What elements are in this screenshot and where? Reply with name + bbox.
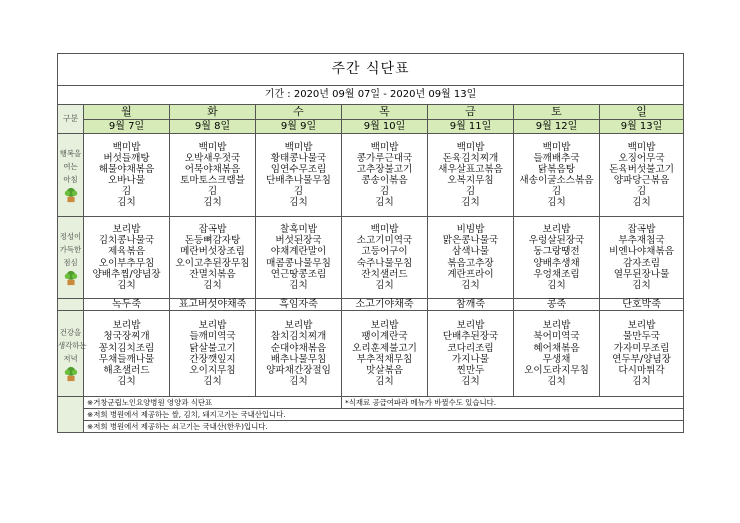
menu-item: 오박새우젓국 bbox=[184, 152, 241, 164]
menu-item: 김치 bbox=[632, 279, 651, 291]
menu-item: 간장깻잎지 bbox=[189, 353, 236, 365]
date-header: 9월 8일 bbox=[170, 120, 256, 134]
menu-item: 감자조림 bbox=[623, 257, 661, 269]
day-header: 목 bbox=[342, 105, 428, 120]
menu-item: 김치 bbox=[117, 375, 136, 387]
day-header: 화 bbox=[170, 105, 256, 120]
notes-margin bbox=[58, 397, 84, 433]
menu-item: 오이고추된장무침 bbox=[175, 257, 250, 269]
menu-item: 김치 bbox=[632, 197, 651, 209]
day-header: 월 bbox=[84, 105, 170, 120]
gubun-label: 구분 bbox=[58, 105, 84, 134]
menu-item: 김 bbox=[465, 186, 476, 198]
menu-item: 오리훈제불고기 bbox=[352, 342, 417, 354]
dinner-menu-cell bbox=[84, 311, 170, 397]
menu-item: 비빔밥 bbox=[456, 224, 485, 236]
date-header: 9월 10일 bbox=[342, 120, 428, 134]
menu-item: 야채계란말이 bbox=[270, 246, 327, 258]
menu-item: 고추장불고기 bbox=[356, 163, 413, 175]
note-origin-beef: ※저희 병원에서 제공하는 쇠고기는 국내산(한우)입니다. bbox=[84, 421, 684, 433]
menu-item: 황태콩나물국 bbox=[270, 152, 327, 164]
menu-item: 물만두국 bbox=[623, 331, 661, 343]
potted-plant-icon bbox=[62, 270, 80, 286]
menu-item: 볶음고추장 bbox=[447, 257, 494, 269]
menu-item: 오이지무침 bbox=[189, 364, 236, 376]
menu-item: 김 bbox=[293, 186, 304, 198]
menu-item: 김 bbox=[636, 186, 647, 198]
menu-item: 보리밥 bbox=[112, 224, 141, 236]
porridge-margin bbox=[58, 299, 84, 311]
menu-item: 동그랑땡전 bbox=[533, 246, 580, 258]
dinner-menu-cell bbox=[256, 311, 342, 397]
menu-item: 코다리조림 bbox=[447, 342, 494, 354]
menu-item: 잔치샐러드 bbox=[361, 268, 408, 280]
potted-plant-icon bbox=[62, 366, 80, 382]
porridge-cell: 표고버섯야채죽 bbox=[170, 299, 256, 311]
menu-item: 양배추생채 bbox=[533, 257, 580, 269]
menu-item: 새우살표고볶음 bbox=[438, 163, 503, 175]
menu-item: 무생채 bbox=[542, 353, 571, 365]
menu-item: 다시마튀각 bbox=[618, 364, 665, 376]
menu-item: 김 bbox=[121, 186, 132, 198]
porridge-cell: 콩죽 bbox=[514, 299, 600, 311]
dinner-menu-cell bbox=[600, 311, 684, 397]
menu-item: 부추재첩국 bbox=[618, 235, 665, 247]
menu-item: 제육볶음 bbox=[107, 246, 146, 258]
menu-item: 닭볶음탕 bbox=[537, 163, 576, 175]
menu-item: 돈육버섯불고기 bbox=[609, 163, 674, 175]
menu-item: 보리밥 bbox=[284, 320, 313, 332]
menu-item: 김 bbox=[551, 186, 562, 198]
menu-item: 어묵야채볶음 bbox=[184, 163, 241, 175]
menu-item: 보리밥 bbox=[542, 224, 571, 236]
menu-item: 배추나물무침 bbox=[270, 353, 327, 365]
menu-item: 김치 bbox=[547, 375, 566, 387]
menu-item: 콩송이볶음 bbox=[361, 175, 408, 186]
meal-label-line: 여는 bbox=[63, 162, 78, 171]
menu-item: 김치 bbox=[547, 197, 566, 209]
porridge-cell: 녹두죽 bbox=[84, 299, 170, 311]
menu-item: 보리밥 bbox=[112, 320, 141, 332]
page-title: 주간 식단표 bbox=[58, 54, 684, 86]
breakfast-menu-cell bbox=[256, 134, 342, 217]
menu-item: 잡곡밥 bbox=[198, 224, 227, 236]
menu-item: 양파채간장절임 bbox=[266, 364, 331, 376]
menu-item: 보리밥 bbox=[198, 320, 227, 332]
menu-item: 김치 bbox=[117, 197, 136, 209]
menu-item: 돈등뼈감자탕 bbox=[184, 235, 241, 247]
porridge-cell: 소고기야채죽 bbox=[342, 299, 428, 311]
menu-item: 삼색나물 bbox=[451, 246, 490, 258]
dinner-menu-cell bbox=[170, 311, 256, 397]
date-header: 9월 7일 bbox=[84, 120, 170, 134]
lunch-menu-cell bbox=[342, 217, 428, 299]
meal-label-line: 가득한 bbox=[59, 244, 82, 254]
menu-item: 김치 bbox=[547, 279, 566, 291]
menu-item: 김치 bbox=[461, 197, 480, 209]
note-origin-rice: ※저희 병원에서 제공하는 쌀, 김치, 돼지고기는 국내산입니다. bbox=[84, 409, 684, 421]
menu-item: 버섯된장국 bbox=[275, 235, 322, 247]
meal-label-line: 행복을 bbox=[59, 149, 82, 158]
menu-item: 보리밥 bbox=[456, 320, 485, 332]
menu-item: 김치 bbox=[117, 279, 136, 291]
menu-item: 김치 bbox=[289, 279, 308, 291]
menu-item: 김치 bbox=[203, 197, 222, 209]
day-header: 일 bbox=[600, 105, 684, 120]
lunch-menu-cell bbox=[84, 217, 170, 299]
menu-item: 청국장찌개 bbox=[103, 331, 150, 343]
menu-item: 찰흑미밥 bbox=[279, 224, 318, 236]
date-header: 9월 13일 bbox=[600, 120, 684, 134]
day-header: 금 bbox=[428, 105, 514, 120]
meal-label-line: 건강을 bbox=[59, 327, 82, 337]
lunch-menu-cell bbox=[170, 217, 256, 299]
menu-item: 꽁치김치조림 bbox=[98, 342, 155, 354]
menu-item: 김 bbox=[379, 186, 390, 198]
day-header: 수 bbox=[256, 105, 342, 120]
lunch-label bbox=[58, 217, 84, 299]
menu-item: 보리밥 bbox=[542, 320, 571, 332]
menu-item: 우엉채조림 bbox=[533, 268, 580, 280]
menu-item: 김치 bbox=[289, 197, 308, 209]
meal-label-line: 저녁 bbox=[63, 353, 78, 363]
menu-item: 오이부추무침 bbox=[98, 257, 155, 269]
menu-item: 들깨배추국 bbox=[533, 152, 580, 164]
menu-item: 김 bbox=[207, 186, 218, 198]
menu-item: 콩가루근대국 bbox=[356, 152, 413, 164]
menu-item: 김치 bbox=[289, 375, 308, 387]
note-hospital: ※거창군립노인요양병원 영양과 식단표 bbox=[84, 397, 342, 409]
menu-item: 해초샐러드 bbox=[103, 364, 150, 376]
menu-item: 백미밥 bbox=[198, 141, 227, 153]
breakfast-menu-cell bbox=[600, 134, 684, 217]
date-header: 9월 12일 bbox=[514, 120, 600, 134]
menu-item: 매콤콩나물무침 bbox=[266, 257, 331, 269]
weekly-menu-sheet bbox=[57, 53, 683, 433]
breakfast-label bbox=[58, 134, 84, 217]
menu-item: 김치콩나물국 bbox=[98, 235, 155, 247]
period-text: 기간 : 2020년 09월 07일 - 2020년 09월 13일 bbox=[58, 86, 684, 105]
date-header: 9월 9일 bbox=[256, 120, 342, 134]
menu-item: 참치김치찌개 bbox=[270, 331, 327, 343]
lunch-menu-cell bbox=[514, 217, 600, 299]
meal-label-line: 아침 bbox=[63, 175, 78, 184]
dinner-label bbox=[58, 311, 87, 397]
lunch-menu-cell bbox=[256, 217, 342, 299]
menu-item: 백미밥 bbox=[542, 141, 571, 153]
dinner-menu-cell bbox=[342, 311, 428, 397]
menu-item: 오징어무국 bbox=[618, 152, 665, 164]
menu-item: 연두부/양념장 bbox=[612, 353, 671, 365]
menu-item: 맛살볶음 bbox=[365, 364, 404, 376]
menu-item: 돈육김치찌개 bbox=[442, 152, 499, 164]
menu-item: 우렁살된장국 bbox=[528, 235, 585, 247]
menu-item: 김치 bbox=[461, 375, 480, 387]
menu-item: 가자미무조림 bbox=[613, 342, 670, 354]
menu-item: 잔멸치볶음 bbox=[189, 268, 236, 280]
date-header: 9월 11일 bbox=[428, 120, 514, 134]
menu-item: 오바나물 bbox=[107, 175, 146, 186]
breakfast-menu-cell bbox=[514, 134, 600, 217]
menu-item: 무채들깨나물 bbox=[98, 353, 155, 365]
menu-table bbox=[57, 53, 684, 433]
menu-item: 김치 bbox=[203, 279, 222, 291]
breakfast-menu-cell bbox=[170, 134, 256, 217]
porridge-cell: 참깨죽 bbox=[428, 299, 514, 311]
menu-item: 북어미역국 bbox=[533, 331, 580, 343]
porridge-cell: 단호박죽 bbox=[600, 299, 684, 311]
menu-item: 김치 bbox=[632, 375, 651, 387]
menu-item: 보리밥 bbox=[627, 320, 656, 332]
menu-item: 들깨미역국 bbox=[189, 331, 236, 343]
menu-item: 버섯들깨탕 bbox=[103, 152, 150, 164]
menu-item: 토마토스크램블 bbox=[180, 175, 245, 186]
dinner-menu-cell bbox=[428, 311, 514, 397]
menu-item: 백미밥 bbox=[370, 141, 399, 153]
menu-item: 김치 bbox=[375, 197, 394, 209]
menu-item: 새송이굴소스볶음 bbox=[519, 175, 594, 186]
menu-item: 숙주나물무침 bbox=[356, 257, 413, 269]
lunch-menu-cell bbox=[600, 217, 684, 299]
menu-item: 오이도라지무침 bbox=[524, 364, 589, 376]
dinner-menu-cell bbox=[514, 311, 600, 397]
breakfast-menu-cell bbox=[428, 134, 514, 217]
menu-item: 소고기미역국 bbox=[356, 235, 413, 247]
menu-item: 혜어채볶음 bbox=[533, 342, 580, 354]
menu-item: 고등어구이 bbox=[361, 246, 408, 258]
menu-item: 팽이계란국 bbox=[361, 331, 408, 343]
potted-plant-icon bbox=[62, 187, 80, 203]
menu-item: 순대야채볶음 bbox=[270, 342, 327, 354]
menu-item: 찐만두 bbox=[456, 364, 485, 376]
menu-item: 김치 bbox=[461, 279, 480, 291]
breakfast-menu-cell bbox=[84, 134, 170, 217]
meal-label-line: 점심 bbox=[63, 257, 78, 267]
menu-item: 오복지무침 bbox=[447, 175, 494, 186]
menu-item: 잡곡밥 bbox=[627, 224, 656, 236]
menu-item: 부추적채무침 bbox=[356, 353, 413, 365]
menu-item: 백미밥 bbox=[370, 224, 399, 236]
note-ingredients: *식재료 공급여파라 메뉴가 바뀔수도 있습니다. bbox=[342, 397, 684, 409]
menu-item: 열무된장나물 bbox=[613, 268, 670, 280]
menu-item: 비엔나야채볶음 bbox=[609, 246, 674, 258]
menu-item: 김치 bbox=[375, 279, 394, 291]
day-header: 토 bbox=[514, 105, 600, 120]
meal-label-line: 생각하는 bbox=[58, 340, 87, 350]
menu-item: 임연수무조림 bbox=[270, 163, 327, 175]
menu-item: 맑은콩나물국 bbox=[442, 235, 499, 247]
lunch-menu-cell bbox=[428, 217, 514, 299]
breakfast-menu-cell bbox=[342, 134, 428, 217]
menu-item: 메란버섯장조림 bbox=[180, 246, 245, 258]
menu-item: 연근땅콩조림 bbox=[270, 268, 327, 280]
menu-item: 백미밥 bbox=[456, 141, 485, 153]
porridge-cell: 흑임자죽 bbox=[256, 299, 342, 311]
menu-item: 가지나물 bbox=[451, 353, 490, 365]
menu-item: 단배추된장국 bbox=[442, 331, 499, 343]
menu-item: 백미밥 bbox=[284, 141, 313, 153]
menu-item: 백미밥 bbox=[627, 141, 656, 153]
menu-item: 닭살불고기 bbox=[189, 342, 236, 354]
menu-item: 양배추찜/양념장 bbox=[92, 268, 161, 280]
menu-item: 보리밥 bbox=[370, 320, 399, 332]
meal-label-line: 정성이 bbox=[59, 231, 82, 241]
menu-item: 김치 bbox=[203, 375, 222, 387]
menu-item: 백미밥 bbox=[112, 141, 141, 153]
menu-item: 단배추나물무침 bbox=[266, 175, 331, 186]
menu-item: 김치 bbox=[375, 375, 394, 387]
menu-item: 해물야채볶음 bbox=[98, 163, 155, 175]
menu-item: 양파당근볶음 bbox=[613, 175, 670, 186]
menu-item: 계란프라이 bbox=[447, 268, 494, 280]
